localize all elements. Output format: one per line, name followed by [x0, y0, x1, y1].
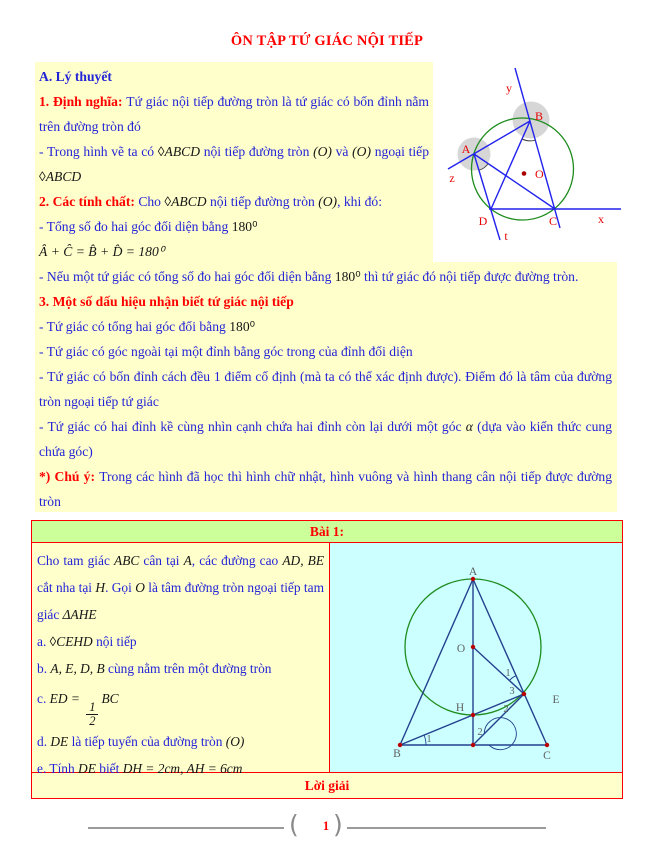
- vertex-label-d: D: [478, 214, 488, 228]
- inscribed-quadrilateral-diagram: [437, 58, 654, 258]
- vertex-label-a: A: [468, 566, 478, 578]
- theory-paragraph: *) Chú ý: Trong các hình đã học thì hình chữ nhật, hình vuông và hình thang cân nội tiếp được đường tròn: [39, 469, 613, 509]
- center-label-o: O: [535, 167, 544, 181]
- problem-line: b. A, E, D, B cùng nằm trên một đường tròn: [37, 661, 272, 676]
- segment-oe: [473, 647, 524, 694]
- theory-heading: A. Lý thuyết: [39, 69, 112, 84]
- theory-section-top: [35, 62, 433, 262]
- ray-label-x: x: [598, 212, 604, 226]
- solution-header: Lời giải: [32, 772, 622, 798]
- dot-c: [545, 743, 549, 747]
- exercise-table: [31, 520, 623, 799]
- ray-label-y: y: [506, 81, 512, 95]
- page-title: ÔN TẬP TỨ GIÁC NỘI TIẾP: [230, 33, 424, 49]
- diagonal-bd: [491, 121, 530, 209]
- triangle-diagram: [330, 543, 622, 772]
- problem-line: Cho tam giác ABC cân tại A, các đường cao AD, BE cắt nha tại H. Gọi O là tâm đường tròn ngoại tiếp tam giác ΔAHE: [37, 553, 325, 622]
- theory-paragraph: 2. Các tính chất: Cho ◊ABCD nội tiếp đường tròn (O), khi đó:: [39, 194, 382, 209]
- line-y-bc: [515, 68, 560, 228]
- vertex-label-c: C: [548, 214, 558, 228]
- exercise-body: [32, 543, 622, 777]
- angle-number: 1: [426, 734, 432, 745]
- quadrilateral-lines: [448, 68, 621, 240]
- theory-paragraph: - Nếu một tứ giác có tổng số đo hai góc đối diện bằng 180⁰ thì tứ giác đó nội tiếp được đường tròn.: [39, 269, 579, 284]
- footer-divider-right: [347, 827, 546, 829]
- dot-h: [471, 713, 475, 717]
- exercise-header: Bài 1:: [32, 521, 622, 543]
- dot-b: [398, 743, 402, 747]
- theory-paragraph: - Tứ giác có tổng hai góc đối bằng 180⁰: [39, 319, 256, 334]
- problem-statement: [32, 543, 330, 777]
- vertex-label-e: E: [552, 694, 560, 706]
- vertex-label-a: A: [461, 142, 471, 156]
- angle-number: 2: [503, 704, 509, 715]
- theory-section-bottom: [35, 262, 617, 512]
- dot-d: [471, 743, 475, 747]
- angle-number: 1: [505, 668, 511, 679]
- center-label-o: O: [456, 643, 466, 655]
- vertex-label-h: H: [455, 702, 465, 714]
- theory-formula: Â + Ĉ = B̂ + D̂ = 180⁰: [39, 244, 165, 259]
- vertex-label-b: B: [534, 109, 544, 123]
- dot-o: [471, 645, 475, 649]
- dot-e: [522, 692, 526, 696]
- side-ac: [473, 579, 547, 745]
- theory-paragraph: 1. Định nghĩa: Tứ giác nội tiếp đường tròn là tứ giác có bốn đỉnh nằm trên đường tròn đó: [39, 94, 429, 134]
- problem-line: d. DE là tiếp tuyến của đường tròn (O): [37, 734, 245, 750]
- problem-line: e. Tính DE biết DH = 2cm, AH = 6cm: [37, 761, 243, 777]
- problem-line: a. ◊CEHD nội tiếp: [37, 634, 137, 649]
- page-number: 1: [322, 819, 330, 833]
- angle-arc-b: [522, 139, 536, 141]
- ray-label-t: t: [504, 229, 508, 243]
- theory-paragraph: - Tổng số đo hai góc đối diện bằng 180⁰: [39, 219, 258, 234]
- theory-paragraph: - Tứ giác có hai đỉnh kề cùng nhìn cạnh chứa hai đỉnh còn lại dưới một góc α (dựa vào kiến thức cung chứa góc): [39, 419, 612, 459]
- footer-bracket-right: ): [333, 810, 343, 839]
- diagonal-ac: [474, 154, 555, 209]
- vertex-label-c: C: [543, 750, 551, 762]
- ray-label-z: z: [449, 171, 455, 185]
- theory-paragraph: 3. Một số dấu hiệu nhận biết tứ giác nội tiếp: [39, 294, 294, 309]
- angle-number: 3: [509, 686, 515, 697]
- angle-highlight-b: [513, 102, 550, 139]
- footer-divider-left: [88, 827, 284, 829]
- theory-paragraph: - Trong hình vẽ ta có ◊ABCD nội tiếp đường tròn (O) và (O) ngoại tiếp ◊ABCD: [39, 144, 429, 184]
- problem-line: c. ED = $\frac{1}{2}$ BC: [37, 691, 119, 729]
- footer-bracket-left: (: [289, 810, 299, 839]
- angle-number: 2: [477, 727, 483, 738]
- theory-paragraph: - Tứ giác có bốn đỉnh cách đều 1 điểm cố định (mà ta có thể xác định được). Điểm đó là tâm của đường tròn ngoại tiếp tứ giác: [39, 369, 612, 409]
- problem-figure: [330, 543, 622, 772]
- vertex-label-b: B: [393, 748, 401, 760]
- theory-paragraph: - Tứ giác có góc ngoài tại một đỉnh bằng góc trong của đỉnh đối diện: [39, 344, 413, 359]
- center-dot-o: [522, 171, 527, 176]
